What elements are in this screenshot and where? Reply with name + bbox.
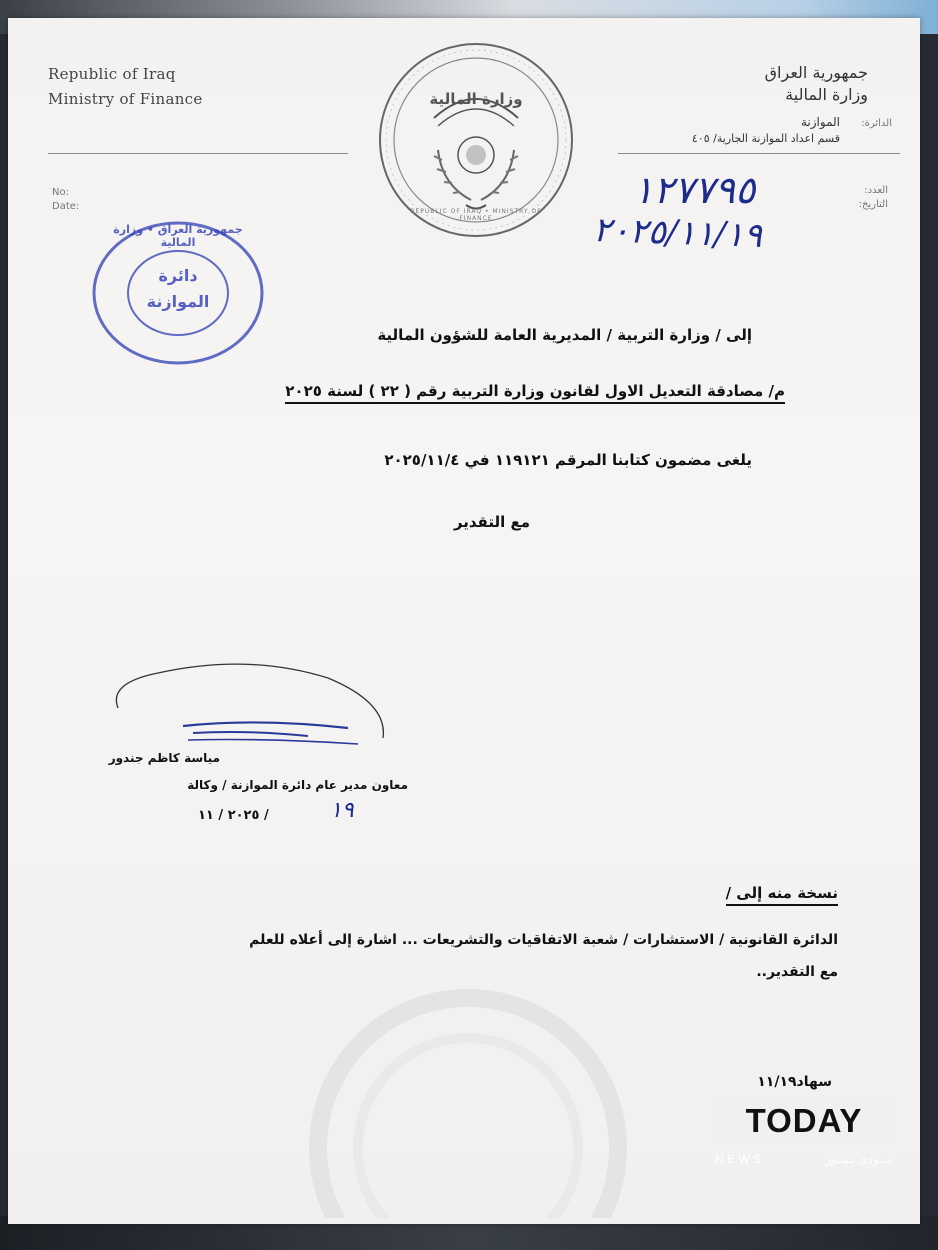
signature-date-handwritten: ١٩: [330, 798, 354, 823]
letterhead-rule-right: [618, 153, 900, 154]
signer-name: مياسة كاظم جندور: [108, 751, 220, 765]
letterhead-arabic: [765, 62, 868, 106]
letterhead-english: [48, 62, 203, 112]
date-label-ar: التاريخ:: [858, 199, 888, 210]
handwritten-number: ١٢٧٧٩٥: [633, 168, 756, 212]
letterhead-country-ar: جمهورية العراق: [764, 63, 868, 82]
stamp-center-line2: الموازنة: [146, 292, 210, 311]
no-label: No:: [52, 187, 69, 198]
dept-label: الدائرة:: [861, 118, 892, 129]
closing-line: مع التقدير: [453, 513, 530, 531]
letterhead-country: Republic of Iraq: [48, 65, 176, 83]
no-date-labels: [52, 186, 79, 214]
copies-line1: الدائرة القانونية / الاستشارات / شعبة الاتفاقيات والتشريعات ... اشارة إلى أعلاه للعلم: [249, 932, 838, 948]
copies-line2: مع التقدير..: [756, 964, 838, 980]
copies-heading: نسخة منه إلى /: [726, 884, 838, 906]
letterhead-ministry-ar: وزارة المالية: [785, 85, 868, 104]
today-news-subtitle: [715, 1150, 893, 1168]
signer-title: معاون مدير عام دائرة الموازنة / وكالة: [187, 778, 408, 792]
dept-value: الموازنة: [800, 115, 840, 129]
handwritten-date: ٢٠٢٥/١١/١٩: [592, 210, 763, 256]
news-ar-text: تـــودي نـيــوز: [825, 1152, 893, 1166]
background-arabesque-watermark: [248, 918, 688, 1218]
document-sheet: [8, 18, 920, 1224]
news-en-text: N E W S: [715, 1152, 762, 1166]
footer-reference: سهاد١١/١٩: [757, 1074, 832, 1090]
number-label-ar: العدد:: [864, 185, 888, 196]
date-label: Date:: [52, 201, 80, 212]
content-line: يلغى مضمون كتابنا المرقم ١١٩١٢١ في ٢٠٢٥/١١/٤: [384, 451, 752, 469]
seal-inner-text: وزارة المالية: [429, 90, 523, 108]
signature-date-printed: ٢٠٢٥ / ١١ /: [198, 808, 269, 823]
stamp-ring-text: جمهورية العراق • وزارة المالية: [113, 223, 243, 249]
addressee-line: إلى / وزارة التربية / المديرية العامة للشؤون المالية: [377, 326, 752, 344]
subject-line: م/ مصادقة التعديل الاول لقانون وزارة التربية رقم ( ٢٢ ) لسنة ٢٠٢٥: [285, 382, 785, 404]
handwritten-signature: [98, 648, 398, 758]
section-value: قسم اعداد الموازنة الجارية/ ٤٠٥: [691, 132, 840, 145]
stamp-center: [128, 263, 228, 315]
today-news-logo: TODAY: [715, 1098, 893, 1144]
letterhead-rule-left: [48, 153, 348, 154]
seal-ring-text: REPUBLIC OF IRAQ • MINISTRY OF FINANCE: [410, 208, 542, 222]
number-date-labels-ar: [859, 184, 888, 212]
stamp-center-line1: دائرة: [158, 266, 198, 285]
letterhead-ministry: Ministry of Finance: [48, 90, 203, 108]
